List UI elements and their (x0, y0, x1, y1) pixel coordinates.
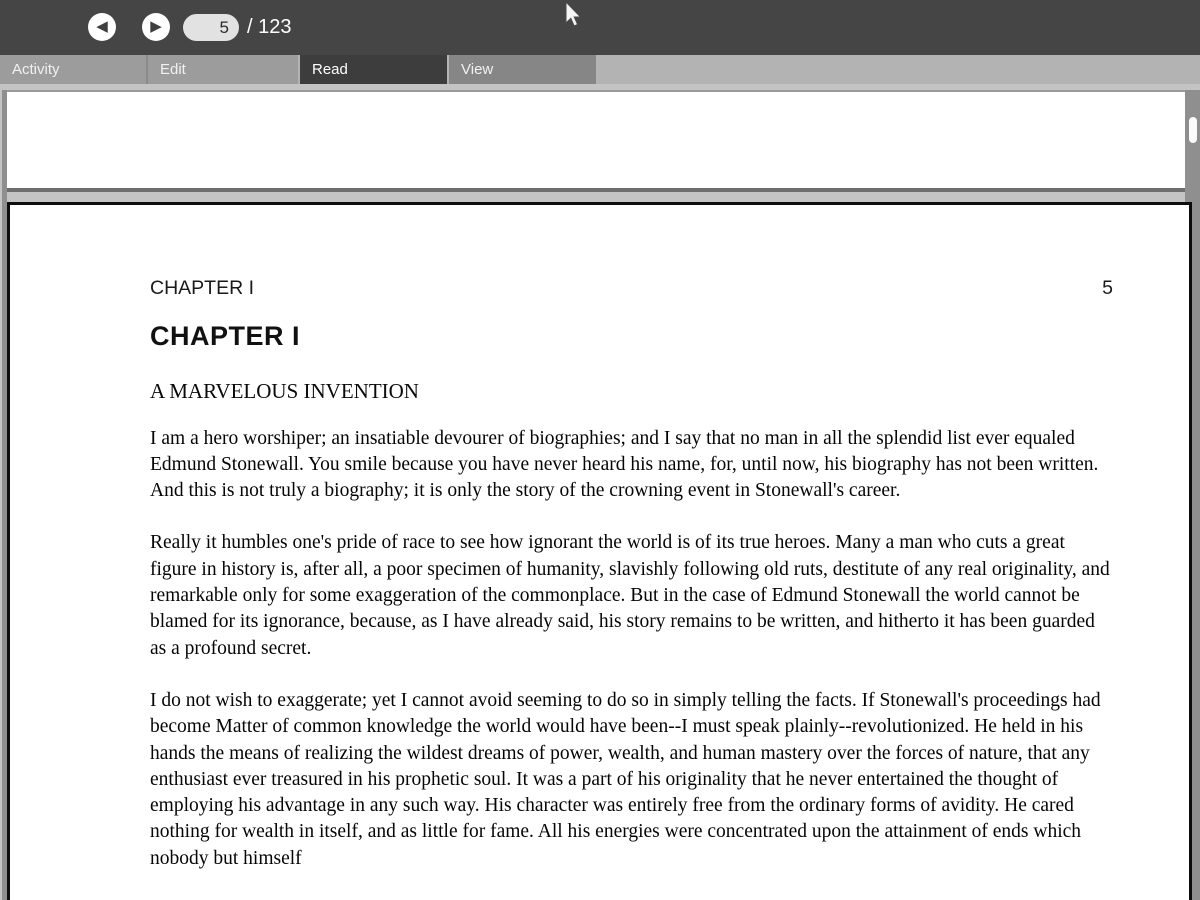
tab-view-label: View (461, 61, 494, 78)
tab-edit-label: Edit (160, 61, 186, 78)
paragraph: I am a hero worshiper; an insatiable devourer of biographies; and I say that no man in all the splendid list ever equaled Edmund Stonewall. You smile because you have never heard his name, for, until now, his biography has not been written. And this is not truly a biography; it is only the story of the crowning event in Stonewall's career. (150, 427, 1099, 502)
chapter-body (150, 426, 1113, 872)
paragraph: Really it humbles one's pride of race to see how ignorant the world is of its true heroes. Many a man who cuts a great figure in history is, after all, a poor specimen of humanity, slavishly following old ruts, destitute of any real originality, and remarkable only for some exaggeration of the commonplace. But in the case of Edmund Stonewall the world cannot be blamed for its ignorance, because, as I have already said, his story remains to be written, and hitherto it has been guarded as a profound secret. (150, 532, 1110, 659)
page-header-row (150, 275, 1113, 301)
book-page (10, 205, 1189, 872)
previous-page-button[interactable] (88, 13, 116, 41)
paragraph: I do not wish to exaggerate; yet I cannot avoid seeming to do so in simply telling the facts. If Stonewall's proceedings had become Matter of common knowledge the world would have been--I must speak plainly--revolutionized. He held in his hands the means of realizing the wildest dreams of power, wealth, and human mastery over the forces of nature, that any enthusiast ever treasured in his prophetic soul. It was a part of his originality that he never entertained the thought of employing his advantage in any such way. His character was entirely free from the ordinary forms of avidity. He cared nothing for wealth in itself, and as little for fame. All his energies were concentrated upon the attainment of ends which nobody but himself (150, 689, 1101, 869)
chapter-subtitle: A MARVELOUS INVENTION (150, 379, 419, 404)
chapter-title: CHAPTER I (150, 321, 301, 352)
toolbar-panel (7, 90, 1185, 192)
back-arrow-icon: ◀ (96, 17, 108, 35)
tab-view[interactable] (449, 55, 596, 84)
page-number-input[interactable] (183, 14, 239, 41)
forward-arrow-icon: ▶ (150, 17, 162, 35)
vertical-scrollbar-thumb[interactable] (1189, 117, 1197, 143)
tab-edit[interactable] (148, 55, 298, 84)
page-total-label: / 123 (247, 16, 292, 38)
running-header: CHAPTER I (150, 277, 255, 299)
tab-activity[interactable] (0, 55, 148, 84)
top-bar (0, 0, 1200, 55)
page-number: 5 (1102, 277, 1113, 299)
tab-activity-label: Activity (12, 61, 60, 78)
document-viewport[interactable] (7, 202, 1192, 900)
tab-bar (0, 55, 1200, 84)
tab-read-label: Read (312, 61, 348, 78)
tab-read[interactable] (300, 55, 447, 84)
next-page-button[interactable] (142, 13, 170, 41)
